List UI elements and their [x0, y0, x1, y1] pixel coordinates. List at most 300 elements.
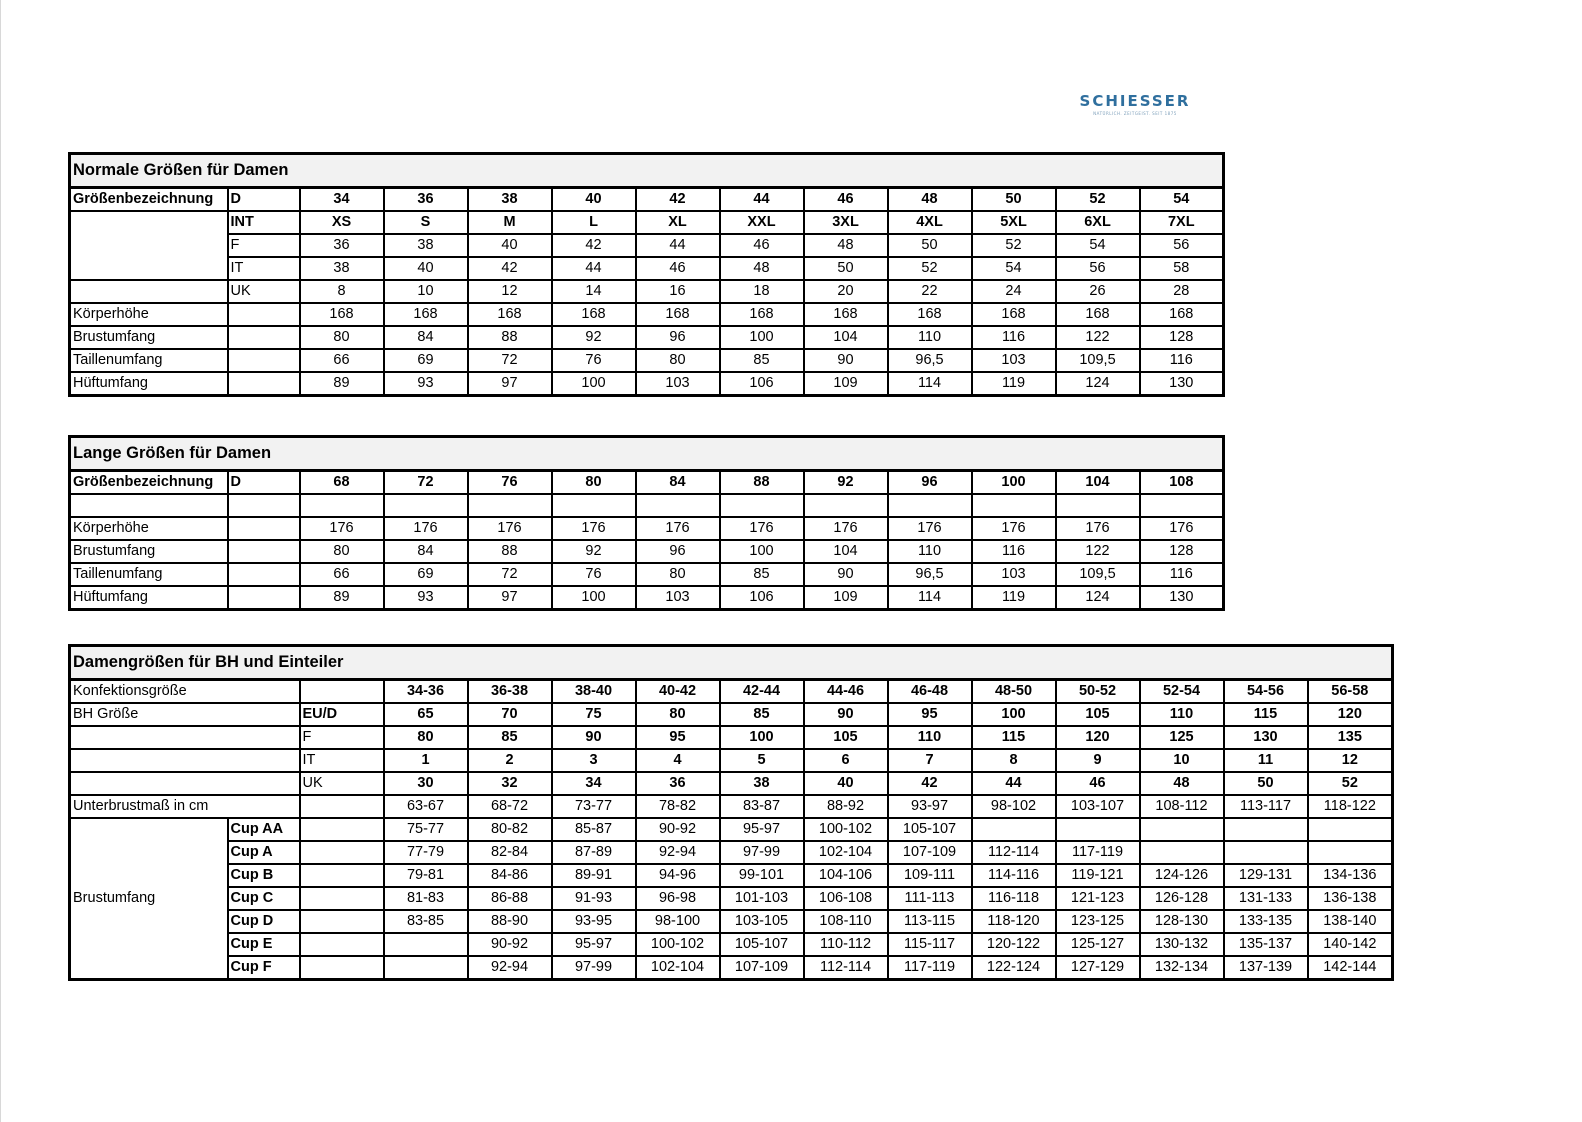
cup-value: [1056, 818, 1140, 841]
empty-cell: [1140, 494, 1224, 517]
size-value: 42: [636, 188, 720, 212]
bh-size-value: 10: [1140, 749, 1224, 772]
cup-value: 95-97: [552, 933, 636, 956]
bh-size-value: 12: [1308, 749, 1393, 772]
size-value: 92: [804, 471, 888, 495]
measure-label: Hüftumfang: [70, 372, 228, 396]
underbust-value: 118-122: [1308, 795, 1393, 818]
measure-value: 103: [636, 372, 720, 396]
cup-value: 106-108: [804, 887, 888, 910]
measure-value: 76: [552, 563, 636, 586]
size-value: 56: [1056, 257, 1140, 280]
empty-cell: [1056, 494, 1140, 517]
empty-row: [70, 494, 1224, 517]
bh-size-value: 95: [888, 703, 972, 726]
measure-value: 124: [1056, 372, 1140, 396]
measure-value: 100: [720, 540, 804, 563]
size-value: 54: [1140, 188, 1224, 212]
bh-size-value: 135: [1308, 726, 1393, 749]
table-title: Normale Größen für Damen: [70, 154, 1224, 188]
cup-value: 95-97: [720, 818, 804, 841]
bh-size-value: 80: [636, 703, 720, 726]
size-value: 44: [720, 188, 804, 212]
measure-value: 114: [888, 372, 972, 396]
underbust-value: 88-92: [804, 795, 888, 818]
empty-cell: [300, 933, 384, 956]
row-label: [70, 234, 228, 257]
cup-value: 122-124: [972, 956, 1056, 980]
normal-sizes-table: [68, 152, 1225, 397]
measure-value: 168: [972, 303, 1056, 326]
measure-value: 116: [1140, 563, 1224, 586]
measure-value: 88: [468, 326, 552, 349]
measure-row: [70, 540, 1224, 563]
cup-value: 135-137: [1224, 933, 1308, 956]
bh-size-row: [70, 749, 1393, 772]
cup-value: 93-95: [552, 910, 636, 933]
size-system: UK: [300, 772, 384, 795]
bh-size-value: 2: [468, 749, 552, 772]
bh-size-value: 110: [1140, 703, 1224, 726]
measure-value: 93: [384, 586, 468, 610]
bh-size-value: 50: [1224, 772, 1308, 795]
bh-size-value: 65: [384, 703, 468, 726]
measure-value: 168: [888, 303, 972, 326]
measure-row: [70, 586, 1224, 610]
underbust-label: Unterbrustmaß in cm: [70, 795, 300, 818]
row-label: Größenbezeichnung: [70, 471, 228, 495]
measure-value: 103: [972, 349, 1056, 372]
size-value: 50: [888, 234, 972, 257]
measure-value: 122: [1056, 326, 1140, 349]
cup-value: 96-98: [636, 887, 720, 910]
size-system: IT: [228, 257, 300, 280]
empty-cell: [300, 818, 384, 841]
size-value: 16: [636, 280, 720, 303]
size-value: 20: [804, 280, 888, 303]
cup-value: [1308, 841, 1393, 864]
measure-value: 97: [468, 586, 552, 610]
cup-value: 80-82: [468, 818, 552, 841]
empty-cell: [228, 586, 300, 610]
size-value: XS: [300, 211, 384, 234]
cup-value: 108-110: [804, 910, 888, 933]
measure-value: 168: [468, 303, 552, 326]
title-row: [70, 154, 1224, 188]
size-row: [70, 257, 1224, 280]
konfektion-value: 46-48: [888, 680, 972, 704]
measure-row: [70, 303, 1224, 326]
measure-value: 116: [972, 326, 1056, 349]
measure-value: 96,5: [888, 349, 972, 372]
empty-cell: [300, 910, 384, 933]
size-value: 48: [720, 257, 804, 280]
brand-name: SCHIESSER: [1079, 92, 1191, 110]
measure-value: 103: [972, 563, 1056, 586]
measure-value: 72: [468, 349, 552, 372]
size-value: 104: [1056, 471, 1140, 495]
size-value: 42: [552, 234, 636, 257]
size-value: 24: [972, 280, 1056, 303]
size-value: 58: [1140, 257, 1224, 280]
cup-label: Cup D: [228, 910, 300, 933]
underbust-value: 113-117: [1224, 795, 1308, 818]
cup-value: 115-117: [888, 933, 972, 956]
bh-size-row: [70, 726, 1393, 749]
cup-value: 111-113: [888, 887, 972, 910]
cup-label: Cup AA: [228, 818, 300, 841]
konfektion-value: 34-36: [384, 680, 468, 704]
cup-value: 119-121: [1056, 864, 1140, 887]
measure-label: Brustumfang: [70, 326, 228, 349]
cup-value: 102-104: [636, 956, 720, 980]
size-row: [70, 211, 1224, 234]
empty-cell: [300, 864, 384, 887]
cup-value: 90-92: [636, 818, 720, 841]
cup-value: 134-136: [1308, 864, 1393, 887]
konfektion-value: 52-54: [1140, 680, 1224, 704]
underbust-value: 78-82: [636, 795, 720, 818]
cup-value: 129-131: [1224, 864, 1308, 887]
measure-value: 89: [300, 372, 384, 396]
size-value: 56: [1140, 234, 1224, 257]
measure-value: 130: [1140, 372, 1224, 396]
size-value: 6XL: [1056, 211, 1140, 234]
measure-label: Taillenumfang: [70, 563, 228, 586]
measure-value: 168: [384, 303, 468, 326]
long-sizes-table: [68, 435, 1225, 611]
measure-label: Körperhöhe: [70, 303, 228, 326]
measure-value: 104: [804, 540, 888, 563]
brand-tagline: NATÜRLICH. ZEITGEIST. SEIT 1875: [1093, 111, 1177, 116]
measure-value: 176: [384, 517, 468, 540]
bh-size-value: 110: [888, 726, 972, 749]
size-system: F: [300, 726, 384, 749]
bh-size-value: 48: [1140, 772, 1224, 795]
bh-size-value: 6: [804, 749, 888, 772]
bh-size-value: 115: [972, 726, 1056, 749]
cup-value: 121-123: [1056, 887, 1140, 910]
empty-cell: [300, 494, 384, 517]
measure-value: 176: [720, 517, 804, 540]
size-value: XXL: [720, 211, 804, 234]
empty-cell: [228, 303, 300, 326]
bh-size-value: 7: [888, 749, 972, 772]
bh-size-value: 9: [1056, 749, 1140, 772]
measure-value: 96: [636, 540, 720, 563]
table-title: Damengrößen für BH und Einteiler: [70, 646, 1393, 680]
measure-value: 104: [804, 326, 888, 349]
cup-value: 118-120: [972, 910, 1056, 933]
measure-value: 176: [804, 517, 888, 540]
measure-value: 103: [636, 586, 720, 610]
cup-value: 87-89: [552, 841, 636, 864]
size-system: INT: [228, 211, 300, 234]
cup-value: 110-112: [804, 933, 888, 956]
measure-value: 176: [552, 517, 636, 540]
cup-value: [1308, 818, 1393, 841]
row-label: [70, 211, 228, 234]
measure-value: 80: [300, 540, 384, 563]
empty-cell: [228, 540, 300, 563]
measure-value: 168: [720, 303, 804, 326]
size-value: 54: [972, 257, 1056, 280]
size-value: 46: [804, 188, 888, 212]
bh-size-value: 85: [468, 726, 552, 749]
cup-value: 100-102: [636, 933, 720, 956]
measure-label: Brustumfang: [70, 540, 228, 563]
size-value: 52: [972, 234, 1056, 257]
measure-value: 96,5: [888, 563, 972, 586]
empty-cell: [720, 494, 804, 517]
cup-value: 128-130: [1140, 910, 1224, 933]
bh-size-value: 105: [1056, 703, 1140, 726]
empty-cell: [228, 517, 300, 540]
bh-size-value: 30: [384, 772, 468, 795]
measure-value: 130: [1140, 586, 1224, 610]
cup-value: [972, 818, 1056, 841]
size-value: 18: [720, 280, 804, 303]
measure-value: 168: [300, 303, 384, 326]
empty-cell: [300, 887, 384, 910]
measure-row: [70, 326, 1224, 349]
cup-value: 103-105: [720, 910, 804, 933]
row-label: [70, 280, 228, 303]
cup-value: 131-133: [1224, 887, 1308, 910]
measure-value: 110: [888, 326, 972, 349]
cup-row: [70, 841, 1393, 864]
underbust-value: 73-77: [552, 795, 636, 818]
bh-size-value: 90: [552, 726, 636, 749]
underbust-value: 63-67: [384, 795, 468, 818]
empty-cell: [228, 372, 300, 396]
measure-value: 84: [384, 540, 468, 563]
measure-value: 109,5: [1056, 563, 1140, 586]
measure-value: 119: [972, 372, 1056, 396]
size-system: D: [228, 188, 300, 212]
cup-value: 109-111: [888, 864, 972, 887]
cup-value: 130-132: [1140, 933, 1224, 956]
measure-value: 80: [636, 349, 720, 372]
bh-size-value: 85: [720, 703, 804, 726]
size-system: EU/D: [300, 703, 384, 726]
measure-value: 176: [1140, 517, 1224, 540]
cup-value: 88-90: [468, 910, 552, 933]
bh-size-value: 95: [636, 726, 720, 749]
measure-row: [70, 563, 1224, 586]
size-value: 3XL: [804, 211, 888, 234]
measure-value: 85: [720, 349, 804, 372]
size-value: 44: [636, 234, 720, 257]
cup-value: 124-126: [1140, 864, 1224, 887]
measure-value: 92: [552, 326, 636, 349]
empty-cell: [300, 795, 384, 818]
measure-value: 176: [1056, 517, 1140, 540]
underbust-value: 83-87: [720, 795, 804, 818]
bh-size-value: 70: [468, 703, 552, 726]
size-value: 40: [468, 234, 552, 257]
measure-value: 106: [720, 586, 804, 610]
bh-size-value: 40: [804, 772, 888, 795]
cup-value: 137-139: [1224, 956, 1308, 980]
cup-value: 82-84: [468, 841, 552, 864]
cup-value: 133-135: [1224, 910, 1308, 933]
bh-size-value: 44: [972, 772, 1056, 795]
underbust-value: 68-72: [468, 795, 552, 818]
bh-size-value: 130: [1224, 726, 1308, 749]
cup-label: Cup E: [228, 933, 300, 956]
cup-row: [70, 864, 1393, 887]
underbust-value: 108-112: [1140, 795, 1224, 818]
bh-size-value: 115: [1224, 703, 1308, 726]
bh-size-value: 100: [972, 703, 1056, 726]
measure-value: 176: [888, 517, 972, 540]
size-value: 38: [468, 188, 552, 212]
bh-size-value: 42: [888, 772, 972, 795]
size-row: [70, 188, 1224, 212]
empty-cell: [384, 494, 468, 517]
size-value: 44: [552, 257, 636, 280]
measure-value: 109,5: [1056, 349, 1140, 372]
bh-size-value: 8: [972, 749, 1056, 772]
cup-value: 117-119: [888, 956, 972, 980]
bh-size-value: 5: [720, 749, 804, 772]
measure-value: 168: [1140, 303, 1224, 326]
cup-value: 116-118: [972, 887, 1056, 910]
measure-value: 85: [720, 563, 804, 586]
size-value: 46: [720, 234, 804, 257]
measure-value: 72: [468, 563, 552, 586]
konfektion-row: [70, 680, 1393, 704]
cup-row: [70, 910, 1393, 933]
measure-value: 116: [1140, 349, 1224, 372]
cup-value: 75-77: [384, 818, 468, 841]
cup-value: 98-100: [636, 910, 720, 933]
cup-value: 100-102: [804, 818, 888, 841]
bh-size-value: 100: [720, 726, 804, 749]
measure-value: 69: [384, 349, 468, 372]
title-row: [70, 646, 1393, 680]
size-value: 7XL: [1140, 211, 1224, 234]
cup-value: 113-115: [888, 910, 972, 933]
size-value: 28: [1140, 280, 1224, 303]
size-value: 80: [552, 471, 636, 495]
cup-value: 97-99: [720, 841, 804, 864]
cup-value: 105-107: [720, 933, 804, 956]
empty-cell: [300, 841, 384, 864]
size-value: 84: [636, 471, 720, 495]
bh-size-value: 34: [552, 772, 636, 795]
measure-value: 176: [636, 517, 720, 540]
row-label: BH Größe: [70, 703, 300, 726]
measure-value: 128: [1140, 540, 1224, 563]
empty-cell: [972, 494, 1056, 517]
size-value: 48: [804, 234, 888, 257]
bh-size-value: 4: [636, 749, 720, 772]
size-value: 50: [804, 257, 888, 280]
cup-value: [384, 933, 468, 956]
cup-value: 105-107: [888, 818, 972, 841]
size-value: 52: [888, 257, 972, 280]
measure-value: 69: [384, 563, 468, 586]
measure-value: 84: [384, 326, 468, 349]
empty-cell: [804, 494, 888, 517]
measure-value: 88: [468, 540, 552, 563]
measure-row: [70, 372, 1224, 396]
brand-logo: [1070, 92, 1200, 116]
measure-value: 168: [1056, 303, 1140, 326]
bh-size-value: 36: [636, 772, 720, 795]
measure-value: 119: [972, 586, 1056, 610]
measure-value: 176: [972, 517, 1056, 540]
bh-size-row: [70, 703, 1393, 726]
measure-value: 80: [300, 326, 384, 349]
konfektion-value: 48-50: [972, 680, 1056, 704]
bh-size-value: 3: [552, 749, 636, 772]
bust-label: Brustumfang: [70, 818, 228, 980]
size-system: D: [228, 471, 300, 495]
cup-value: 112-114: [972, 841, 1056, 864]
cup-label: Cup A: [228, 841, 300, 864]
measure-value: 90: [804, 349, 888, 372]
cup-value: 138-140: [1308, 910, 1393, 933]
bh-size-value: 46: [1056, 772, 1140, 795]
measure-value: 109: [804, 372, 888, 396]
measure-value: 124: [1056, 586, 1140, 610]
size-value: 72: [384, 471, 468, 495]
bh-size-row: [70, 772, 1393, 795]
measure-value: 116: [972, 540, 1056, 563]
bh-size-value: 80: [384, 726, 468, 749]
cup-value: 136-138: [1308, 887, 1393, 910]
underbust-value: 93-97: [888, 795, 972, 818]
cup-value: 83-85: [384, 910, 468, 933]
cup-value: 86-88: [468, 887, 552, 910]
bh-size-value: 120: [1056, 726, 1140, 749]
measure-value: 97: [468, 372, 552, 396]
cup-value: 140-142: [1308, 933, 1393, 956]
measure-value: 168: [636, 303, 720, 326]
size-value: L: [552, 211, 636, 234]
konfektion-value: 40-42: [636, 680, 720, 704]
size-value: 8: [300, 280, 384, 303]
bh-size-value: 75: [552, 703, 636, 726]
size-value: 52: [1056, 188, 1140, 212]
measure-value: 122: [1056, 540, 1140, 563]
measure-value: 106: [720, 372, 804, 396]
title-row: [70, 437, 1224, 471]
cup-value: 97-99: [552, 956, 636, 980]
measure-value: 176: [468, 517, 552, 540]
cup-label: Cup F: [228, 956, 300, 980]
size-value: 40: [552, 188, 636, 212]
size-value: 42: [468, 257, 552, 280]
empty-cell: [228, 349, 300, 372]
empty-cell: [468, 494, 552, 517]
page-edge: [0, 0, 1, 1122]
konfektion-value: 50-52: [1056, 680, 1140, 704]
bh-size-value: 1: [384, 749, 468, 772]
cup-value: 92-94: [636, 841, 720, 864]
size-row: [70, 234, 1224, 257]
measure-label: Hüftumfang: [70, 586, 228, 610]
cup-label: Cup B: [228, 864, 300, 887]
size-value: 38: [300, 257, 384, 280]
cup-value: [384, 956, 468, 980]
measure-value: 76: [552, 349, 636, 372]
cup-value: 91-93: [552, 887, 636, 910]
cup-value: 101-103: [720, 887, 804, 910]
